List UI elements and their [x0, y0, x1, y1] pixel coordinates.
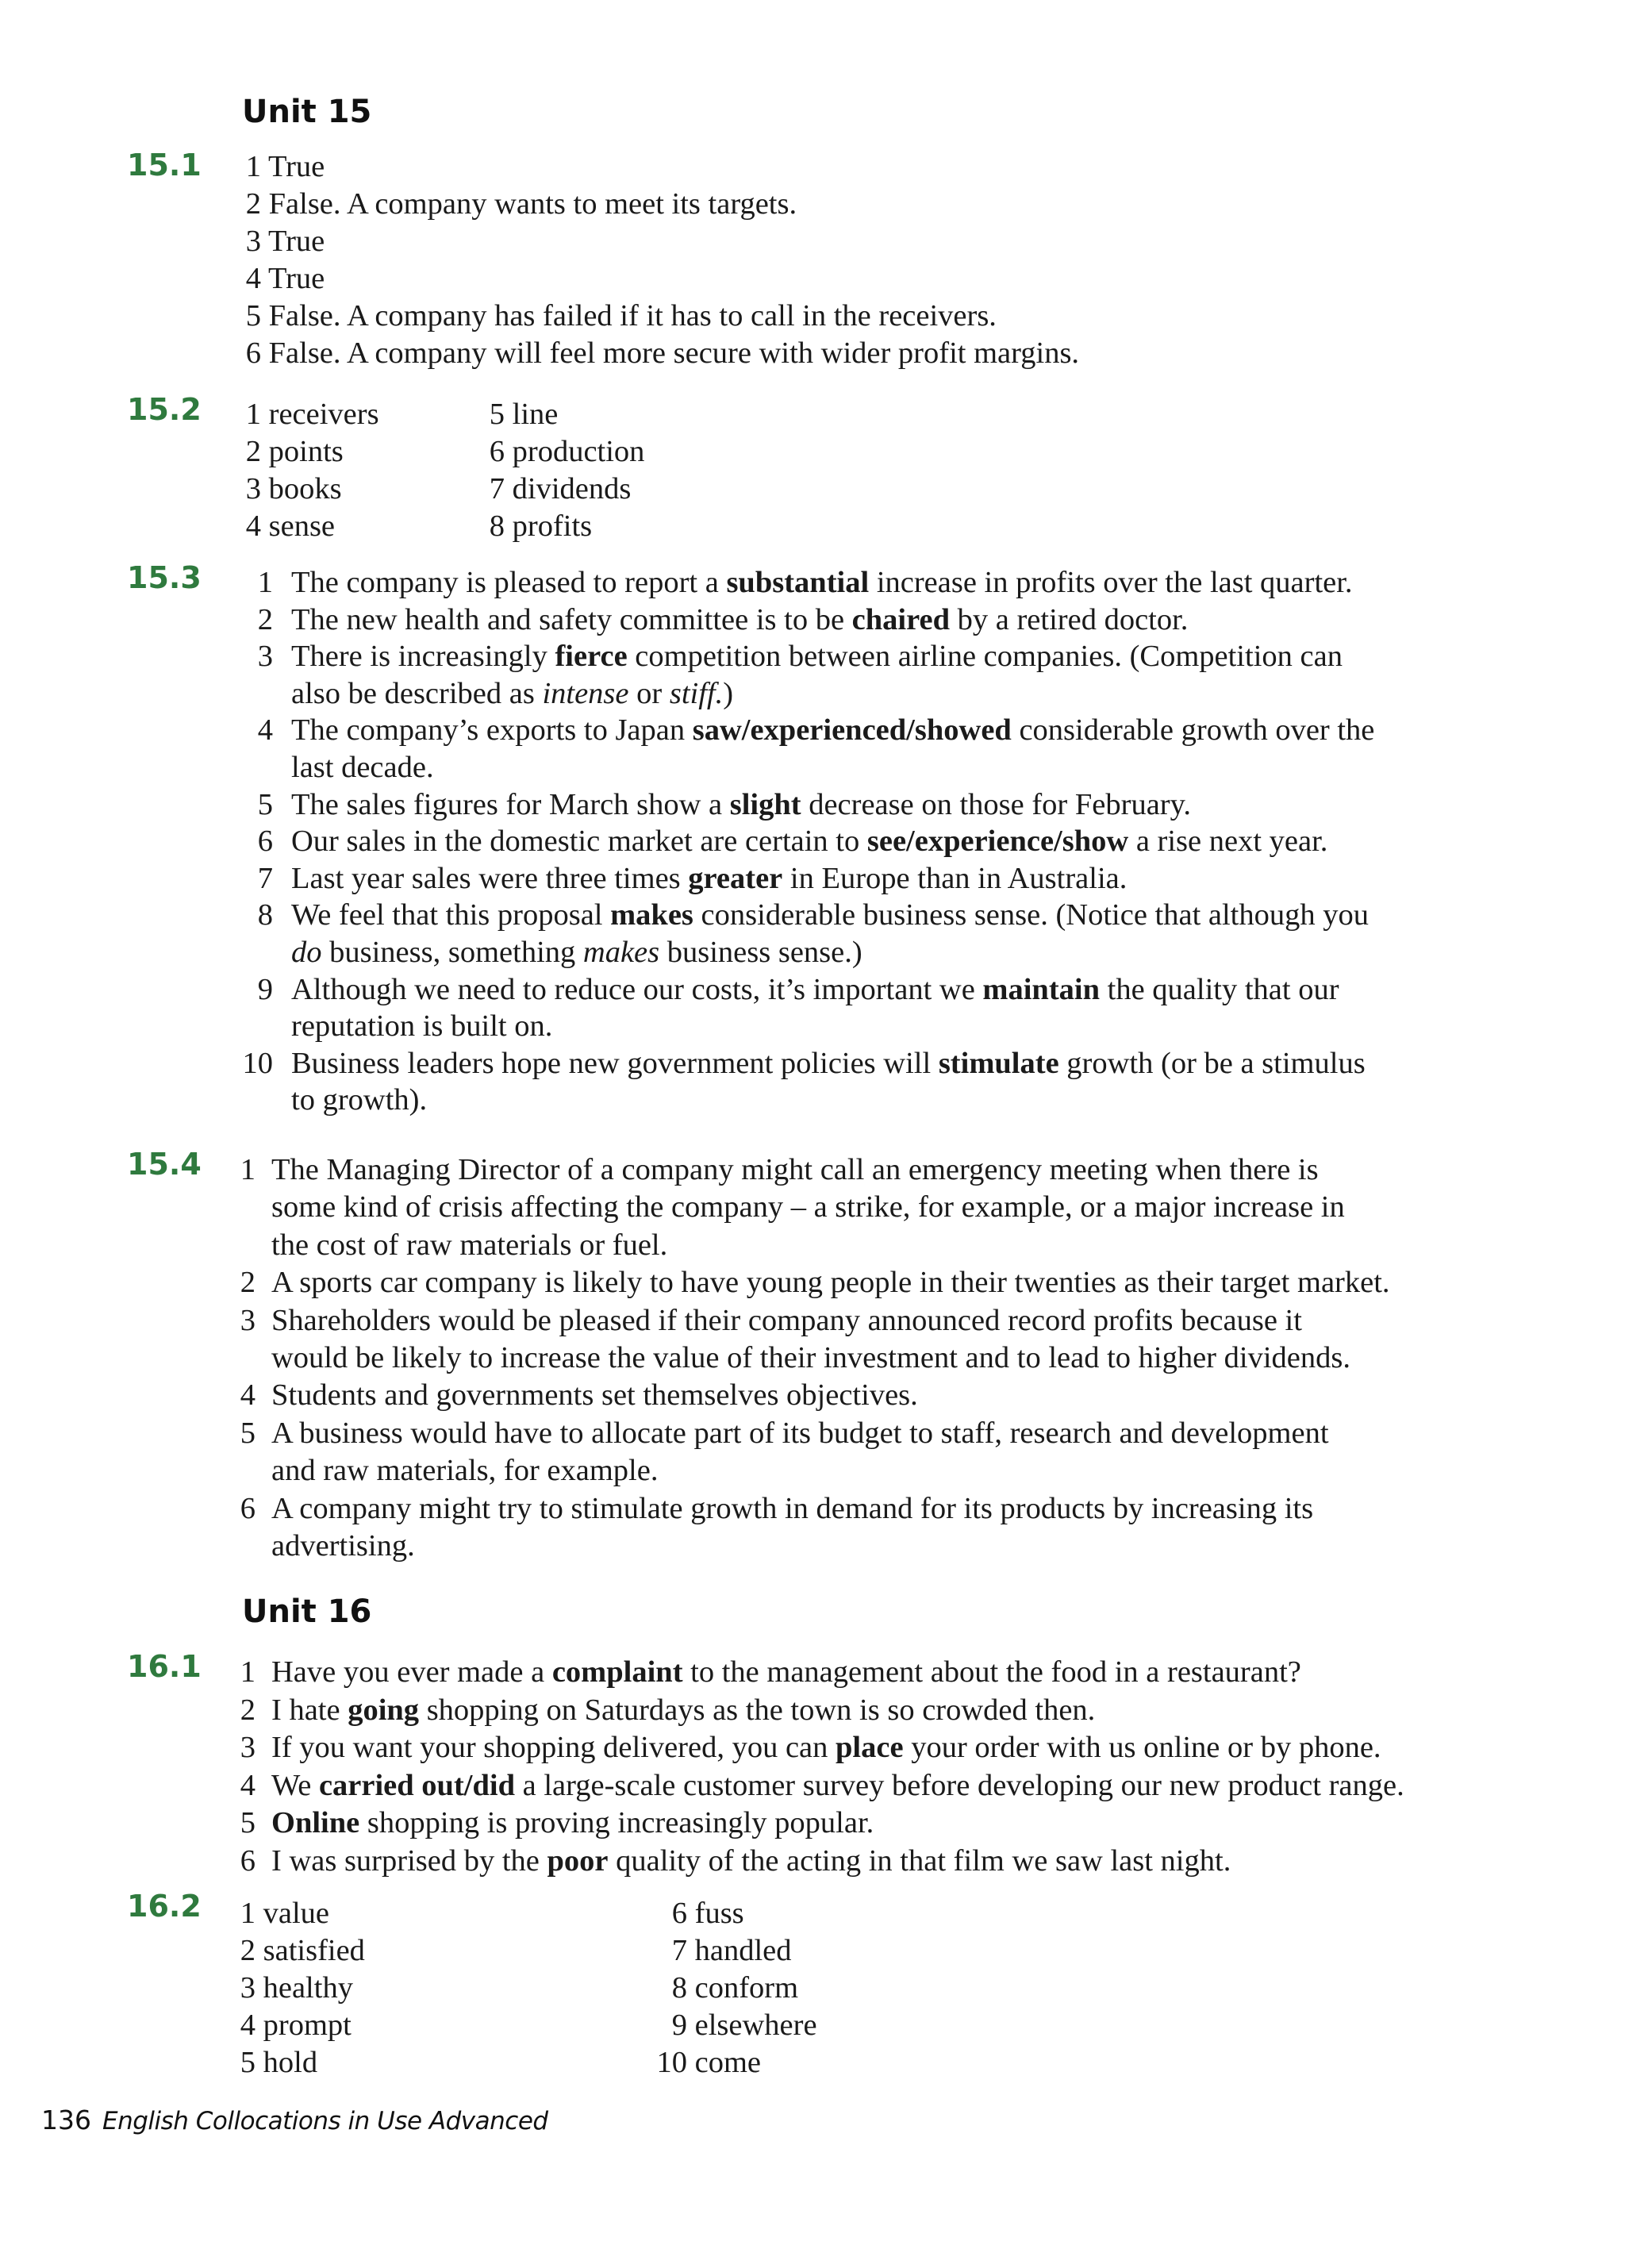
keyword-bold: going	[348, 1693, 420, 1727]
answer-text: Shareholders would be pleased if their company announced record profits because it	[271, 1303, 1302, 1337]
item-number: 1	[245, 398, 261, 431]
keyword-bold: poor	[547, 1844, 609, 1878]
answer-text: last decade.	[291, 751, 434, 784]
answer-text: to growth).	[291, 1083, 428, 1117]
item-number: 2	[257, 602, 273, 636]
answer-line	[242, 186, 797, 223]
item-number: 1	[240, 1655, 255, 1689]
item-number: 2	[240, 1934, 255, 1967]
answer-text: profits	[512, 509, 593, 543]
answer-line	[236, 1264, 1390, 1301]
answer-line	[652, 2007, 817, 2044]
answer-text: hold	[263, 2046, 318, 2079]
answer-line	[236, 1151, 1319, 1189]
answer-text: do business, something makes business sense.)	[291, 936, 862, 969]
item-number: 5	[257, 787, 273, 821]
keyword-bold: greater	[688, 861, 783, 895]
page-number: 136	[41, 2105, 91, 2135]
answer-line	[236, 934, 862, 971]
item-number: 1	[240, 1897, 255, 1930]
answer-text: Online shopping is proving increasingly popular.	[271, 1806, 874, 1840]
answer-text: would be likely to increase the value of their investment and to lead to higher dividends.	[271, 1341, 1350, 1374]
answer-line	[236, 1377, 918, 1414]
answer-text: The Managing Director of a company might call an emergency meeting when there is	[271, 1153, 1319, 1186]
item-number: 6	[240, 1844, 255, 1878]
item-number: 2	[240, 1693, 255, 1727]
answer-text: I was surprised by the poor quality of the acting in that film we saw last night.	[271, 1844, 1231, 1878]
answer-line	[242, 298, 997, 335]
answer-line	[236, 2044, 317, 2082]
answer-line	[652, 1895, 744, 1932]
item-number: 5	[240, 2046, 255, 2079]
item-number: 1	[257, 566, 273, 599]
answer-line	[236, 1008, 552, 1045]
item-number: 3	[240, 1971, 255, 2005]
answer-line	[236, 602, 1188, 639]
exercise-15-3-number: 15.3	[127, 560, 202, 595]
answer-text: Our sales in the domestic market are certain to see/experience/show a rise next year.	[291, 825, 1328, 859]
item-number: 5	[240, 1416, 255, 1450]
answer-line	[242, 260, 325, 298]
answer-text: True	[267, 262, 325, 295]
answer-line	[236, 1189, 1345, 1226]
answer-line	[236, 712, 1374, 749]
answer-text: fuss	[694, 1897, 744, 1930]
item-number: 7	[257, 861, 273, 895]
keyword-bold: chaired	[851, 602, 951, 636]
item-number: 4	[245, 509, 261, 543]
exercise-15-4-number: 15.4	[127, 1147, 202, 1182]
answer-text: reputation is built on.	[291, 1009, 553, 1044]
item-number: 4	[245, 262, 261, 295]
answer-text: sense	[268, 509, 336, 543]
keyword-bold: saw/experienced/showed	[692, 713, 1012, 748]
keyword-bold: place	[836, 1731, 904, 1765]
item-number: 10	[656, 2046, 687, 2079]
item-number: 3	[240, 1731, 255, 1765]
answer-text: The company’s exports to Japan saw/experienced/showed considerable growth over the	[291, 713, 1375, 748]
item-number: 7	[671, 1934, 687, 1967]
exercise-15-2-number: 15.2	[127, 392, 202, 427]
exercise-16-2-number: 16.2	[127, 1889, 202, 1924]
keyword-bold: Online	[271, 1806, 360, 1840]
keyword-bold: maintain	[982, 972, 1101, 1006]
answer-line	[236, 823, 1327, 860]
keyword-bold: stimulate	[938, 1046, 1059, 1080]
answer-line	[236, 1452, 658, 1490]
answer-line	[236, 1302, 1302, 1340]
answer-line	[236, 786, 1191, 824]
answer-text: A business would have to allocate part of its budget to staff, research and development	[271, 1416, 1329, 1450]
item-number: 6	[257, 825, 273, 859]
answer-text: Last year sales were three times greater in Europe than in Australia.	[291, 861, 1128, 895]
item-number: 4	[240, 2009, 255, 2042]
item-number: 6	[671, 1897, 687, 1930]
answer-line	[236, 1654, 1301, 1691]
answer-line	[242, 335, 1079, 372]
page-footer	[41, 2105, 548, 2135]
answer-text: prompt	[263, 2009, 352, 2042]
answer-line	[236, 1970, 353, 2007]
keyword-bold: complaint	[551, 1655, 683, 1689]
item-number: 10	[242, 1046, 273, 1080]
answer-line	[236, 860, 1127, 898]
answer-line	[242, 471, 342, 508]
answer-text: production	[512, 435, 645, 468]
answer-line	[486, 508, 592, 545]
answer-line	[242, 508, 335, 545]
item-number: 3	[257, 640, 273, 674]
answer-line	[242, 433, 344, 471]
item-number: 6	[245, 336, 261, 370]
answer-text: satisfied	[263, 1934, 365, 1967]
answer-text: books	[268, 472, 342, 505]
answer-text: come	[694, 2046, 761, 2079]
answer-line	[242, 148, 325, 186]
answer-line	[236, 1045, 1366, 1082]
answer-text: There is increasingly fierce competition between airline companies. (Competition can	[291, 640, 1343, 674]
item-number: 5	[489, 398, 505, 431]
item-number: 7	[489, 472, 505, 505]
answer-text: True	[267, 225, 325, 258]
answer-line	[236, 1528, 415, 1565]
answer-text: healthy	[263, 1971, 353, 2005]
item-number: 3	[245, 225, 261, 258]
answer-text: Business leaders hope new government policies will stimulate growth (or be a stimulus	[291, 1046, 1366, 1080]
answer-text: Have you ever made a complaint to the management about the food in a restaurant?	[271, 1655, 1301, 1689]
answer-line	[236, 2007, 352, 2044]
keyword-bold: slight	[729, 787, 801, 821]
answer-text: conform	[694, 1971, 799, 2005]
item-number: 4	[240, 1378, 255, 1413]
answer-line	[242, 223, 325, 260]
item-number: 2	[245, 435, 261, 468]
answer-text: dividends	[512, 472, 632, 505]
answer-line	[236, 675, 733, 713]
answer-text: line	[512, 398, 559, 431]
answer-line	[486, 433, 644, 471]
answer-line	[486, 471, 631, 508]
answer-text: We carried out/did a large-scale customer survey before developing our new product range.	[271, 1768, 1404, 1802]
answer-text: False. A company will feel more secure with wider profit margins.	[268, 336, 1080, 370]
answer-line	[236, 1895, 329, 1932]
answer-line	[236, 1767, 1404, 1805]
keyword-italic: do	[291, 936, 322, 969]
answer-line	[236, 1692, 1095, 1729]
answer-line	[236, 1932, 365, 1970]
item-number: 9	[257, 972, 273, 1006]
answer-text: The sales figures for March show a slight decrease on those for February.	[291, 787, 1191, 821]
answer-text: Although we need to reduce our costs, it’s important we maintain the quality that our	[291, 972, 1339, 1006]
item-number: 1	[240, 1153, 255, 1186]
answer-text: some kind of crisis affecting the company – a strike, for example, or a major increase in	[271, 1190, 1345, 1224]
keyword-bold: see/experience/show	[866, 825, 1129, 859]
item-number: 3	[245, 472, 261, 505]
item-number: 3	[240, 1303, 255, 1337]
answer-text: receivers	[268, 398, 379, 431]
item-number: 5	[245, 299, 261, 333]
answer-line	[652, 2044, 761, 2082]
exercise-16-1-number: 16.1	[127, 1649, 202, 1684]
answer-text: Students and governments set themselves objectives.	[271, 1378, 918, 1413]
item-number: 5	[240, 1806, 255, 1840]
answer-line	[236, 749, 434, 786]
item-number: 4	[240, 1768, 255, 1802]
answer-line	[236, 564, 1353, 602]
answer-text: A sports car company is likely to have young people in their twenties as their target market.	[271, 1266, 1390, 1300]
item-number: 6	[489, 435, 505, 468]
answer-text: The new health and safety committee is to be chaired by a retired doctor.	[291, 602, 1189, 636]
keyword-italic: intense	[542, 676, 629, 710]
answer-text: advertising.	[271, 1529, 415, 1563]
answer-line	[236, 897, 1369, 934]
answer-text: I hate going shopping on Saturdays as the town is so crowded then.	[271, 1693, 1096, 1727]
answer-line	[236, 1415, 1329, 1452]
item-number: 8	[257, 898, 273, 932]
answer-line	[236, 1729, 1381, 1766]
answer-text: A company might try to stimulate growth in demand for its products by increasing its	[271, 1491, 1314, 1525]
item-number: 8	[671, 1971, 687, 2005]
answer-text: value	[263, 1897, 329, 1930]
answer-text: elsewhere	[694, 2009, 817, 2042]
keyword-italic: stiff.	[669, 676, 724, 710]
item-number: 1	[245, 150, 261, 183]
answer-text: also be described as intense or stiff.)	[291, 676, 734, 710]
keyword-bold: makes	[610, 898, 693, 932]
answer-line	[236, 1227, 667, 1264]
answer-line	[652, 1932, 792, 1970]
answer-text: the cost of raw materials or fuel.	[271, 1228, 668, 1262]
answer-text: False. A company wants to meet its targets.	[268, 187, 797, 221]
unit-15-heading: Unit 15	[242, 94, 372, 130]
answer-line	[236, 1490, 1313, 1528]
answer-text: False. A company has failed if it has to call in the receivers.	[268, 299, 997, 333]
keyword-bold: substantial	[726, 566, 870, 599]
item-number: 2	[240, 1266, 255, 1300]
item-number: 8	[489, 509, 505, 543]
answer-line	[486, 396, 558, 433]
item-number: 9	[671, 2009, 687, 2042]
answer-text: If you want your shopping delivered, you can place your order with us online or by phone.	[271, 1731, 1381, 1765]
exercise-15-1-number: 15.1	[127, 148, 202, 183]
item-number: 2	[245, 187, 261, 221]
keyword-italic: makes	[582, 936, 660, 969]
answer-line	[236, 1082, 427, 1119]
keyword-bold: carried out/did	[318, 1768, 516, 1802]
answer-text: points	[268, 435, 344, 468]
answer-text: True	[267, 150, 325, 183]
answer-line	[236, 638, 1343, 675]
answer-line	[652, 1970, 798, 2007]
item-number: 6	[240, 1491, 255, 1525]
answer-line	[236, 971, 1339, 1009]
keyword-bold: fierce	[555, 640, 628, 674]
answer-line	[242, 396, 379, 433]
book-title: English Collocations in Use Advanced	[102, 2107, 548, 2135]
item-number: 4	[257, 713, 273, 748]
answer-text: handled	[694, 1934, 792, 1967]
answer-line	[236, 1340, 1350, 1377]
answer-text: and raw materials, for example.	[271, 1454, 659, 1488]
answer-text: The company is pleased to report a substantial increase in profits over the last quarter.	[291, 566, 1353, 599]
answer-text: We feel that this proposal makes considerable business sense. (Notice that although you	[291, 898, 1370, 932]
answer-line	[236, 1843, 1231, 1880]
unit-16-heading: Unit 16	[242, 1593, 372, 1630]
answer-line	[236, 1805, 874, 1842]
